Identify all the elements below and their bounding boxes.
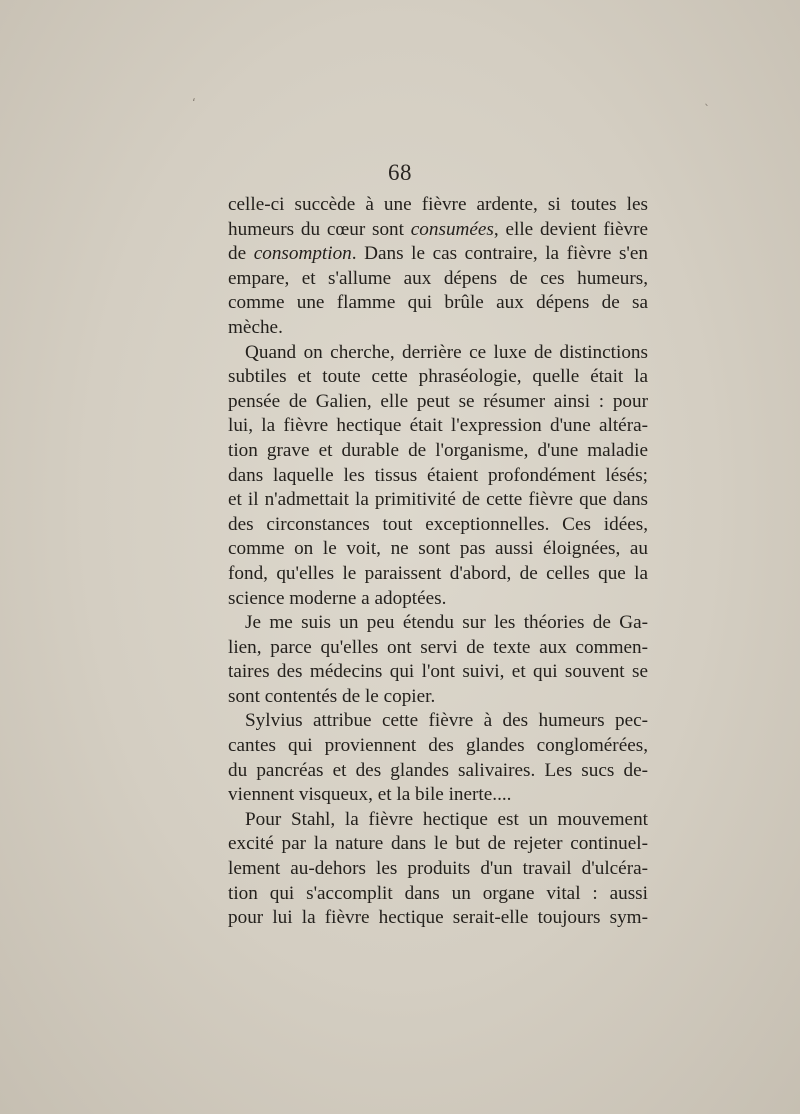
text-run: comme une flamme qui brûle aux dépens de sa (228, 292, 648, 314)
pencil-mark: ʻ (192, 96, 196, 110)
text-run: taires des médecins qui l'ont suivi, et qui souvent se (228, 661, 648, 683)
text-run: sont contentés de le copier. (228, 685, 436, 707)
text-line (228, 709, 648, 734)
text-line (228, 685, 648, 710)
text-run: . Dans le cas contraire, la fièvre s'en (351, 243, 648, 265)
page-number: 68 (388, 160, 412, 185)
body-text (228, 193, 648, 931)
text-line (228, 636, 648, 661)
text-run: Je me suis un peu étendu sur les théories de Ga- (245, 612, 648, 634)
text-line (228, 414, 648, 439)
text-run: du pancréas et des glandes salivaires. Les sucs de- (228, 759, 648, 781)
text-run: dans laquelle les tissus étaient profondément lésés; (228, 464, 648, 486)
text-run: humeurs du cœur sont (228, 218, 411, 240)
text-run: tion grave et durable de l'organisme, d'une maladie (228, 439, 648, 461)
text-line (228, 365, 648, 390)
text-run: Pour Stahl, la fièvre hectique est un mouvement (245, 808, 648, 830)
text-run: fond, qu'elles le paraissent d'abord, de celles que la (228, 562, 648, 584)
text-run: de (228, 243, 254, 265)
text-line (228, 808, 648, 833)
text-run: empare, et s'allume aux dépens de ces humeurs, (228, 267, 648, 289)
text-run: lement au-dehors les produits d'un travail d'ulcéra- (228, 858, 648, 880)
text-line (228, 341, 648, 366)
text-run: des circonstances tout exceptionnelles. Ces idées, (228, 513, 648, 535)
text-run: subtiles et toute cette phraséologie, quelle était la (228, 366, 648, 388)
text-line (228, 759, 648, 784)
text-line (228, 464, 648, 489)
text-run: Sylvius attribue cette fièvre à des humeurs pec- (245, 710, 648, 732)
text-line (228, 734, 648, 759)
text-run: tion qui s'accomplit dans un organe vital : aussi (228, 882, 648, 904)
text-run: celle-ci succède à une fièvre ardente, si toutes les (228, 194, 648, 215)
text-line (228, 242, 648, 267)
text-line (228, 587, 648, 612)
text-line (228, 513, 648, 538)
text-run: science moderne a adoptées. (228, 587, 447, 609)
text-line (228, 439, 648, 464)
text-line (228, 488, 648, 513)
text-line (228, 193, 648, 218)
text-run: , elle devient fièvre (493, 218, 648, 240)
text-run: pour lui la fièvre hectique serait-elle toujours sym- (228, 907, 648, 929)
text-line (228, 390, 648, 415)
text-line (228, 537, 648, 562)
text-line (228, 882, 648, 907)
text-run: comme on le voit, ne sont pas aussi éloignées, au (228, 538, 648, 560)
text-line (228, 562, 648, 587)
italic-run: consomption (253, 243, 352, 265)
text-run: cantes qui proviennent des glandes conglomérées, (228, 735, 648, 757)
text-run: viennent visqueux, et la bile inerte.... (228, 784, 512, 806)
text-line (228, 611, 648, 636)
text-line (228, 316, 648, 341)
text-run: excité par la nature dans le but de rejeter continuel- (228, 833, 648, 855)
text-line (228, 832, 648, 857)
text-line (228, 783, 648, 808)
italic-run: consumées (410, 218, 494, 240)
text-line (228, 857, 648, 882)
text-line (228, 660, 648, 685)
pencil-mark: ˎ (704, 92, 710, 106)
text-run: Quand on cherche, derrière ce luxe de distinctions (245, 341, 648, 363)
text-line (228, 267, 648, 292)
text-run: lui, la fièvre hectique était l'expression d'une altéra- (228, 415, 648, 437)
text-line (228, 906, 648, 931)
text-run: et il n'admettait la primitivité de cette fièvre que dans (228, 489, 648, 511)
text-line (228, 291, 648, 316)
text-run: lien, parce qu'elles ont servi de texte aux commen- (228, 636, 648, 658)
text-run: mèche. (228, 316, 283, 338)
text-line (228, 218, 648, 243)
text-run: pensée de Galien, elle peut se résumer ainsi : pour (228, 390, 648, 412)
